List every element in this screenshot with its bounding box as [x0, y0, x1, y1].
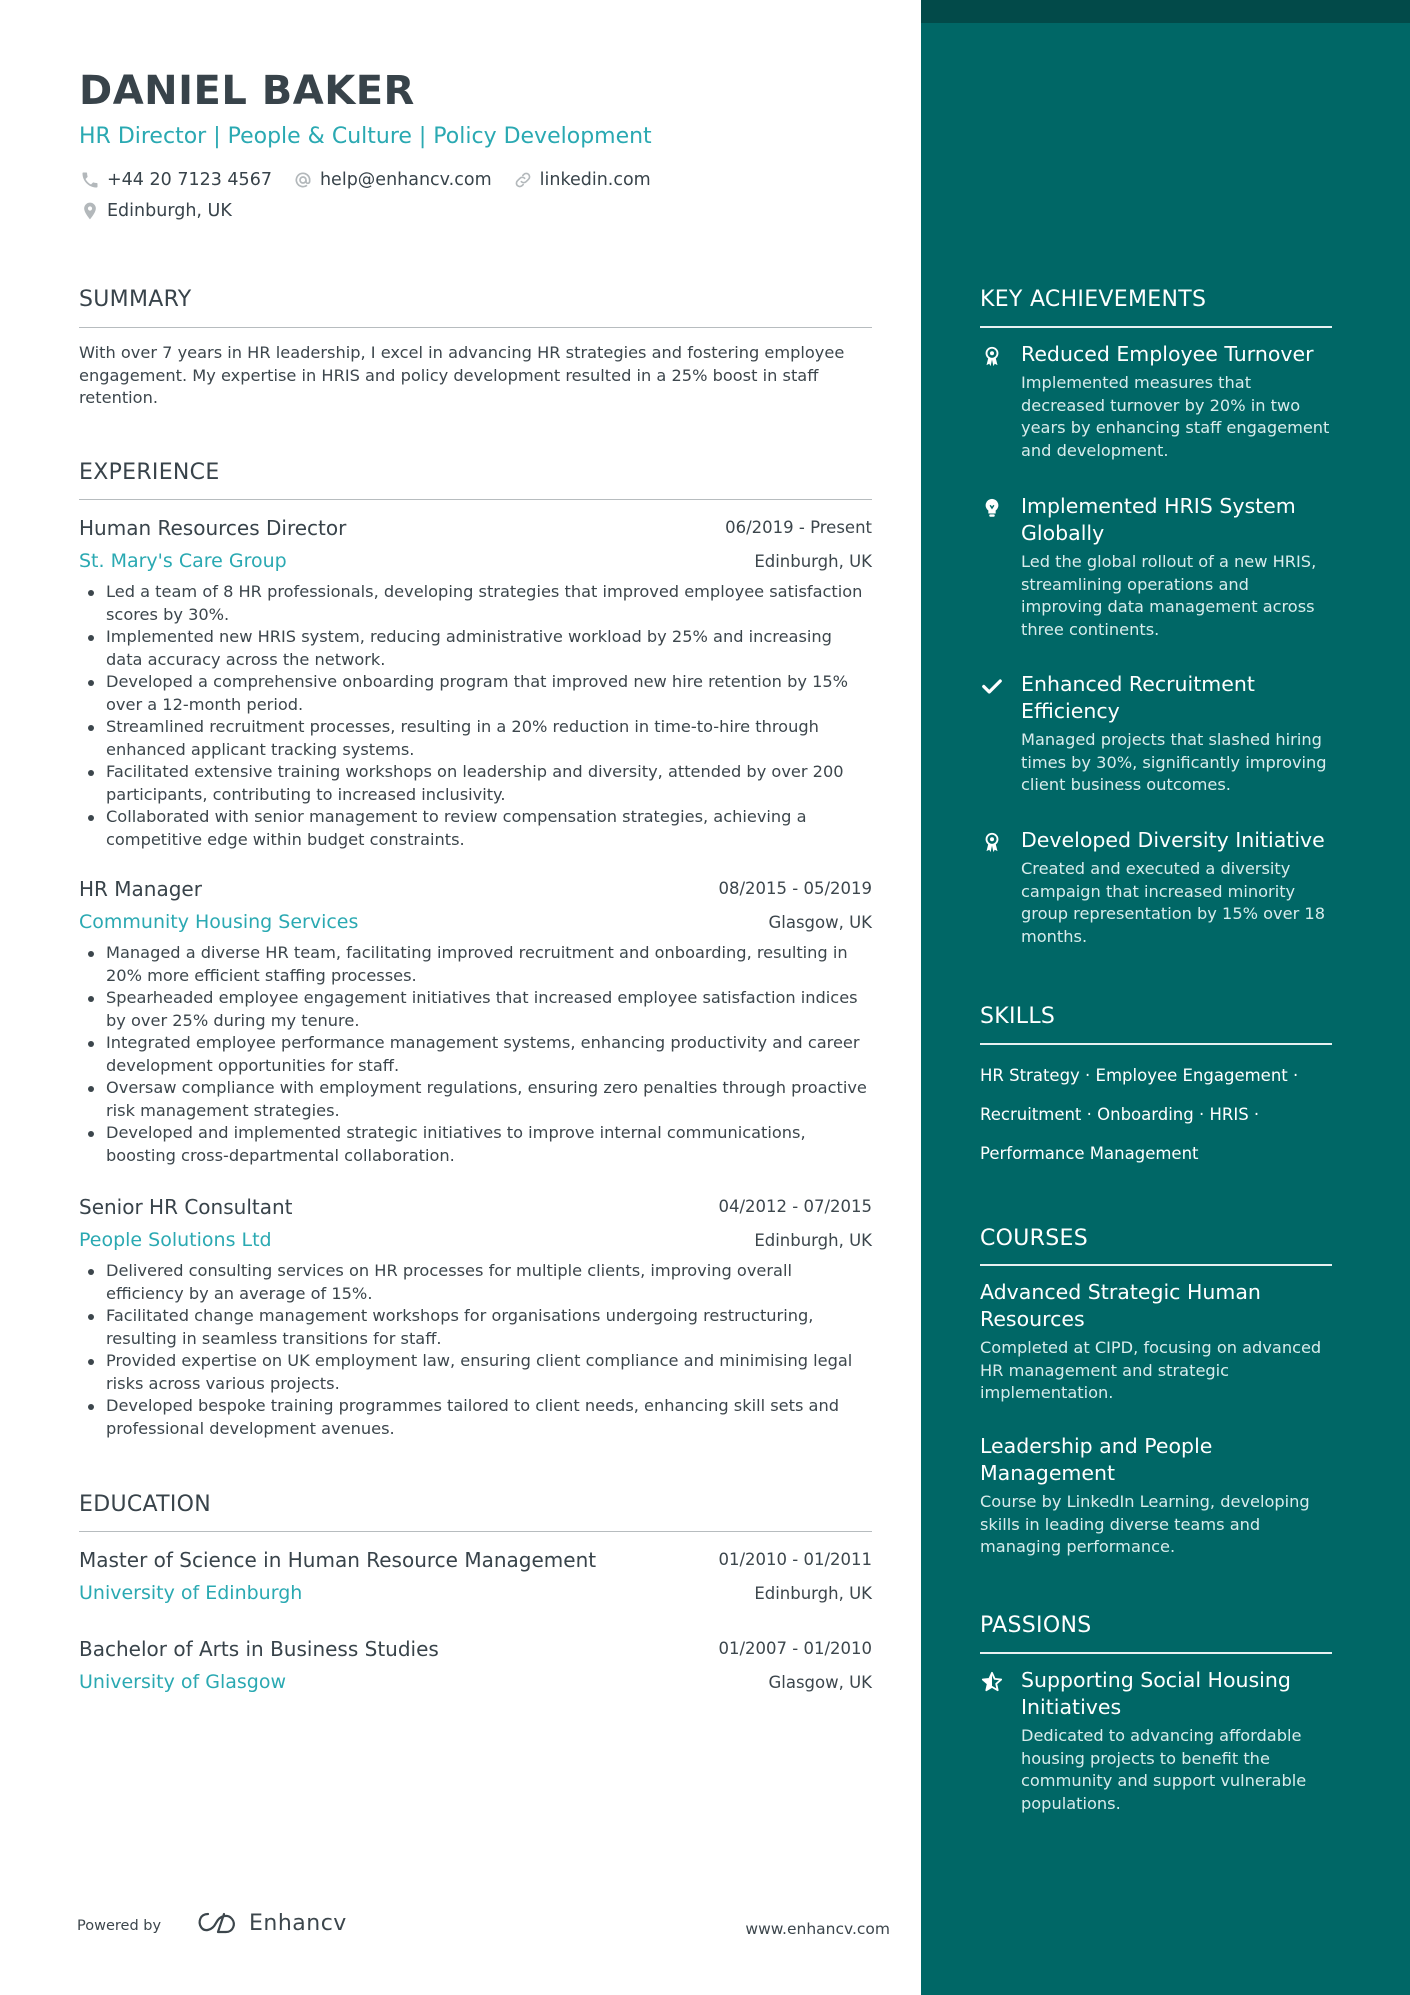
job-bullets: [79, 942, 872, 1167]
education-dates: 01/2007 - 01/2010: [718, 1639, 872, 1658]
job-bullet: Developed a comprehensive onboarding program that improved new hire retention by 15% over a 12-month period.: [79, 671, 872, 716]
achievement-desc: Managed projects that slashed hiring times by 30%, significantly improving client business outcomes.: [1021, 730, 1327, 794]
course-item: [980, 1433, 1332, 1559]
sidebar-top-band: [921, 0, 1410, 23]
course-item: [980, 1279, 1332, 1405]
job-bullet: Collaborated with senior management to review compensation strategies, achieving a competitive edge within budget constraints.: [79, 806, 872, 851]
candidate-name: DANIEL BAKER: [79, 68, 415, 114]
passions-divider: [980, 1652, 1332, 1654]
achievement-title: Enhanced Recruitment Efficiency: [1021, 672, 1255, 723]
star-icon: [980, 1670, 1004, 1694]
phone-text: +44 20 7123 4567: [107, 170, 272, 190]
job-dates: 04/2012 - 07/2015: [718, 1197, 872, 1216]
summary-heading: SUMMARY: [79, 287, 192, 312]
courses-heading: COURSES: [980, 1226, 1088, 1251]
lightbulb-icon: [980, 496, 1004, 520]
email-contact[interactable]: [292, 169, 492, 191]
passions-heading: PASSIONS: [980, 1613, 1092, 1638]
linkedin-contact[interactable]: [512, 169, 651, 191]
experience-heading: EXPERIENCE: [79, 460, 220, 485]
job-bullet: Facilitated extensive training workshops on leadership and diversity, attended by over 200 participants, contributing to increased inclusivity.: [79, 761, 872, 806]
job-bullet: Developed bespoke training programmes tailored to client needs, enhancing skill sets and professional development avenues.: [79, 1395, 872, 1440]
degree-title: Master of Science in Human Resource Management: [79, 1548, 597, 1572]
job-company: People Solutions Ltd: [79, 1229, 272, 1251]
location-row: [79, 200, 252, 222]
job-title: Senior HR Consultant: [79, 1195, 293, 1219]
job-entry: [79, 516, 872, 851]
job-bullets: [79, 581, 872, 851]
job-title: HR Manager: [79, 877, 202, 901]
job-entry: [79, 877, 872, 1167]
enhancv-logo-icon: [195, 1910, 241, 1936]
skills-divider: [980, 1043, 1332, 1045]
job-location: Edinburgh, UK: [754, 1231, 872, 1250]
courses-divider: [980, 1264, 1332, 1266]
achievement-item: [980, 341, 1332, 462]
link-icon: [512, 169, 534, 191]
job-location: Edinburgh, UK: [754, 552, 872, 571]
at-sign-icon: [292, 169, 314, 191]
achievement-title: Implemented HRIS System Globally: [1021, 494, 1296, 545]
summary-text: With over 7 years in HR leadership, I excel in advancing HR strategies and fostering employee engagement. My expertise in HRIS and policy development resulted in a 25% boost in staff retention.: [79, 343, 845, 407]
job-bullet: Provided expertise on UK employment law, ensuring client compliance and minimising legal risks across various projects.: [79, 1350, 872, 1395]
location-contact: [79, 200, 232, 222]
achievement-title: Developed Diversity Initiative: [1021, 828, 1325, 852]
job-bullet: Oversaw compliance with employment regulations, ensuring zero penalties through proactive risk management strategies.: [79, 1077, 872, 1122]
experience-divider: [79, 499, 872, 500]
award-icon: [980, 344, 1004, 368]
linkedin-text[interactable]: linkedin.com: [539, 170, 651, 190]
course-title: Leadership and People Management: [980, 1434, 1213, 1485]
job-bullet: Developed and implemented strategic initiatives to improve internal communications, boosting cross-departmental collaboration.: [79, 1122, 872, 1167]
powered-by-label: Powered by: [77, 1918, 162, 1934]
skills-line: Performance Management: [980, 1144, 1199, 1163]
course-desc: Course by LinkedIn Learning, developing skills in leading diverse teams and managing performance.: [980, 1492, 1310, 1556]
job-company: St. Mary's Care Group: [79, 550, 287, 572]
contact-row: [79, 169, 671, 191]
headline: HR Director | People & Culture | Policy Development: [79, 124, 652, 149]
passion-item: [980, 1667, 1332, 1815]
summary-divider: [79, 327, 872, 328]
job-bullet: Managed a diverse HR team, facilitating improved recruitment and onboarding, resulting in 20% more efficient staffing processes.: [79, 942, 872, 987]
skills-list: [980, 1056, 1332, 1173]
education-entry: [79, 1548, 872, 1613]
job-bullet: Integrated employee performance management systems, enhancing productivity and career development opportunities for staff.: [79, 1032, 872, 1077]
job-bullets: [79, 1260, 872, 1440]
location-text: Edinburgh, UK: [107, 201, 232, 221]
job-dates: 08/2015 - 05/2019: [718, 879, 872, 898]
sidebar: [921, 0, 1410, 1995]
skills-heading: SKILLS: [980, 1004, 1056, 1029]
phone-icon: [79, 169, 101, 191]
school-name: University of Edinburgh: [79, 1582, 303, 1604]
site-url[interactable]: www.enhancv.com: [745, 1920, 890, 1938]
job-bullet: Streamlined recruitment processes, resulting in a 20% reduction in time-to-hire through enhanced applicant tracking systems.: [79, 716, 872, 761]
course-title: Advanced Strategic Human Resources: [980, 1280, 1261, 1331]
job-bullet: Delivered consulting services on HR processes for multiple clients, improving overall efficiency by an average of 15%.: [79, 1260, 872, 1305]
achievement-desc: Created and executed a diversity campaign that increased minority group representation by 15% over 18 months.: [1021, 859, 1325, 946]
education-dates: 01/2010 - 01/2011: [718, 1550, 872, 1569]
checkmark-icon: [980, 674, 1004, 698]
school-location: Glasgow, UK: [768, 1673, 872, 1692]
education-entry: [79, 1637, 872, 1702]
job-location: Glasgow, UK: [768, 913, 872, 932]
achievements-divider: [980, 326, 1332, 328]
job-bullet: Led a team of 8 HR professionals, developing strategies that improved employee satisfaction scores by 30%.: [79, 581, 872, 626]
job-entry: [79, 1195, 872, 1440]
skills-line: Recruitment · Onboarding · HRIS ·: [980, 1105, 1260, 1124]
achievements-heading: KEY ACHIEVEMENTS: [980, 287, 1207, 312]
enhancv-logo[interactable]: [195, 1910, 347, 1936]
skills-line: HR Strategy · Employee Engagement ·: [980, 1066, 1299, 1085]
job-bullet: Facilitated change management workshops for organisations undergoing restructuring, resulting in seamless transitions for staff.: [79, 1305, 872, 1350]
job-title: Human Resources Director: [79, 516, 347, 540]
location-pin-icon: [79, 200, 101, 222]
passion-title: Supporting Social Housing Initiatives: [1021, 1668, 1291, 1719]
job-bullet: Implemented new HRIS system, reducing administrative workload by 25% and increasing data accuracy across the network.: [79, 626, 872, 671]
job-dates: 06/2019 - Present: [725, 518, 872, 537]
email-text[interactable]: help@enhancv.com: [319, 170, 492, 190]
passion-desc: Dedicated to advancing affordable housing projects to benefit the community and support vulnerable populations.: [1021, 1726, 1307, 1813]
course-desc: Completed at CIPD, focusing on advanced HR management and strategic implementation.: [980, 1338, 1322, 1402]
school-name: University of Glasgow: [79, 1671, 287, 1693]
job-bullet: Spearheaded employee engagement initiatives that increased employee satisfaction indices by over 25% during my tenure.: [79, 987, 872, 1032]
achievement-item: [980, 671, 1332, 797]
education-divider: [79, 1531, 872, 1532]
degree-title: Bachelor of Arts in Business Studies: [79, 1637, 439, 1661]
job-company: Community Housing Services: [79, 911, 359, 933]
achievement-item: [980, 827, 1332, 948]
enhancv-logo-text: Enhancv: [249, 1910, 347, 1936]
school-location: Edinburgh, UK: [754, 1584, 872, 1603]
achievement-desc: Implemented measures that decreased turnover by 20% in two years by enhancing staff engagement and development.: [1021, 373, 1330, 460]
achievement-item: [980, 493, 1332, 641]
achievement-title: Reduced Employee Turnover: [1021, 342, 1314, 366]
phone-contact: [79, 169, 272, 191]
education-heading: EDUCATION: [79, 1492, 212, 1517]
achievement-desc: Led the global rollout of a new HRIS, streamlining operations and improving data management across three continents.: [1021, 552, 1317, 639]
award-icon: [980, 830, 1004, 854]
